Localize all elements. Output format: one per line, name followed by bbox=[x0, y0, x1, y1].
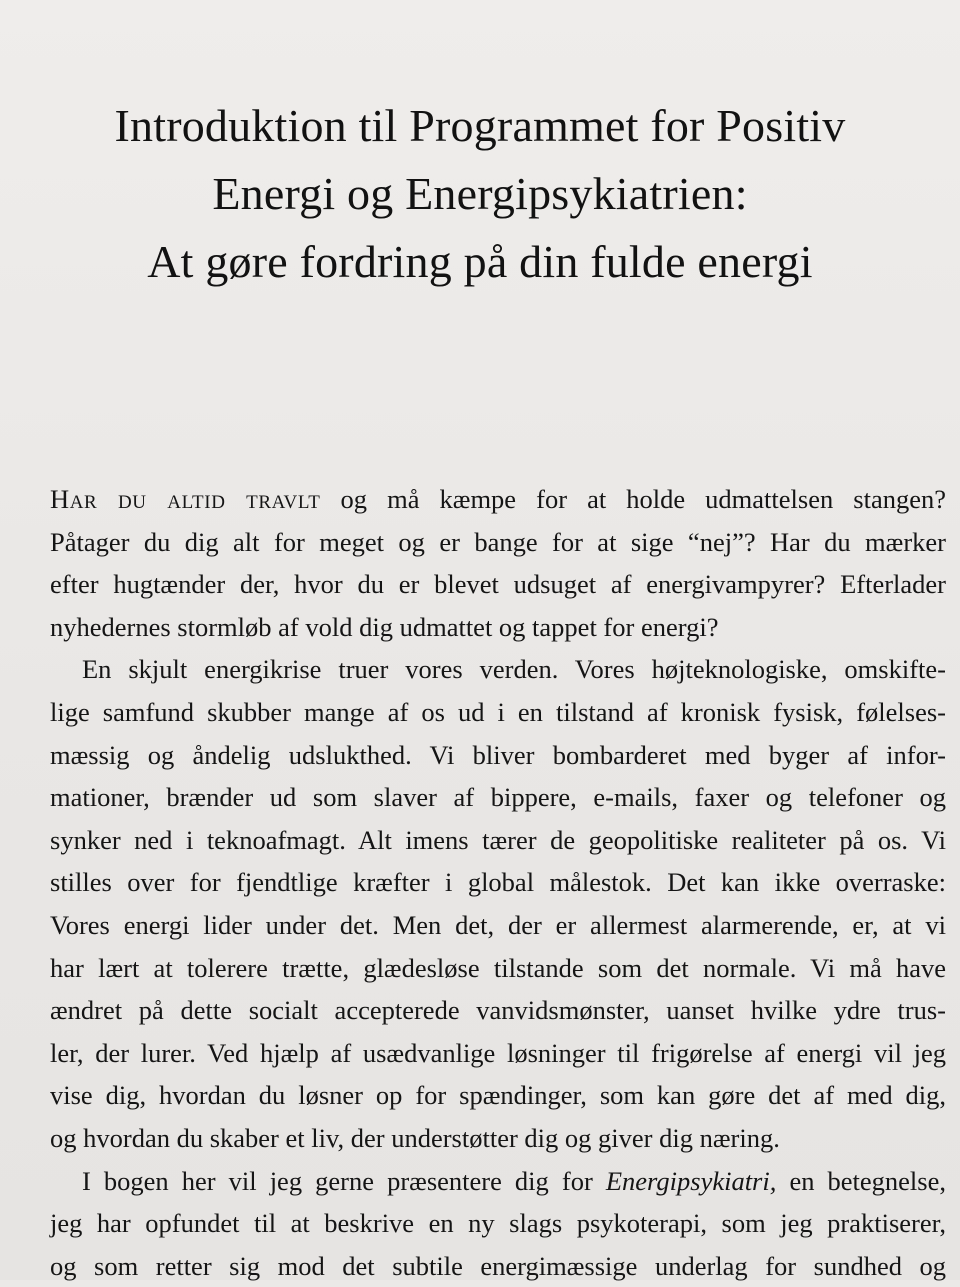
term-energipsykiatri: Energipsykiatri, bbox=[605, 1165, 777, 1196]
chapter-title-line-2: Energi og Energipsykiatrien: bbox=[212, 168, 748, 219]
p2-line-5: synker ned i teknoafmagt. Alt imens tærer de geopolitiske realiteter på os. Vi bbox=[50, 824, 946, 855]
p2-line-12: og hvordan du skaber et liv, der understøtter dig og giver dig næring. bbox=[50, 1122, 780, 1153]
chapter-title-line-3: At gøre fordring på din fulde energi bbox=[147, 236, 813, 287]
p2-line-1: En skjult energikrise truer vores verden. Vores højteknologiske, omskifte- bbox=[82, 654, 946, 685]
p2-line-4: mationer, brænder ud som slaver af bippere, e-mails, faxer og telefoner og bbox=[50, 782, 946, 813]
p3-line-3: og som retter sig mod det subtile energimæssige underlag for sundhed og bbox=[50, 1250, 946, 1281]
p3-line-1: I bogen her vil jeg gerne præsentere dig for Energipsykiatri, en betegnelse, bbox=[82, 1165, 946, 1196]
p1-line-4: nyhedernes stormløb af vold dig udmattet og tappet for energi? bbox=[50, 611, 719, 642]
p1-line-2: Påtager du dig alt for meget og er bange for at sige “nej”? Har du mærker bbox=[50, 526, 946, 557]
p2-line-2: lige samfund skubber mange af os ud i en tilstand af kronisk fysisk, følelses- bbox=[50, 696, 946, 727]
p3-line-2: jeg har opfundet til at beskrive en ny slags psykoterapi, som jeg praktiserer, bbox=[50, 1208, 946, 1239]
p2-line-11: vise dig, hvordan du løsner op for spændinger, som kan gøre det af med dig, bbox=[50, 1080, 946, 1111]
p2-line-10: ler, der lurer. Ved hjælp af usædvanlige løsninger til frigørelse af energi vil jeg bbox=[50, 1037, 946, 1068]
p1-line-3: efter hugtænder der, hvor du er blevet udsuget af energivampyrer? Efterlader bbox=[50, 569, 946, 600]
p2-line-6: stilles over for fjendtlige kræfter i global målestok. Det kan ikke overraske: bbox=[50, 867, 946, 898]
chapter-title-line-1: Introduktion til Programmet for Positiv bbox=[114, 100, 846, 151]
p1-line-1: Har du altid travlt og må kæmpe for at holde udmattelsen stangen? bbox=[50, 484, 946, 514]
lead-in-small-caps: Har du altid travlt bbox=[50, 484, 321, 514]
chapter-title bbox=[0, 92, 960, 296]
body-text bbox=[50, 478, 946, 1287]
p2-line-7: Vores energi lider under det. Men det, der er allermest alarmerende, er, at vi bbox=[50, 909, 946, 940]
p2-line-9: ændret på dette socialt accepterede vanvidsmønster, uanset hvilke ydre trus- bbox=[50, 995, 946, 1026]
p2-line-8: har lært at tolerere trætte, glædesløse tilstande som det normale. Vi må have bbox=[50, 952, 946, 983]
p2-line-3: mæssig og åndelig udslukthed. Vi bliver bombarderet med byger af infor- bbox=[50, 739, 946, 770]
